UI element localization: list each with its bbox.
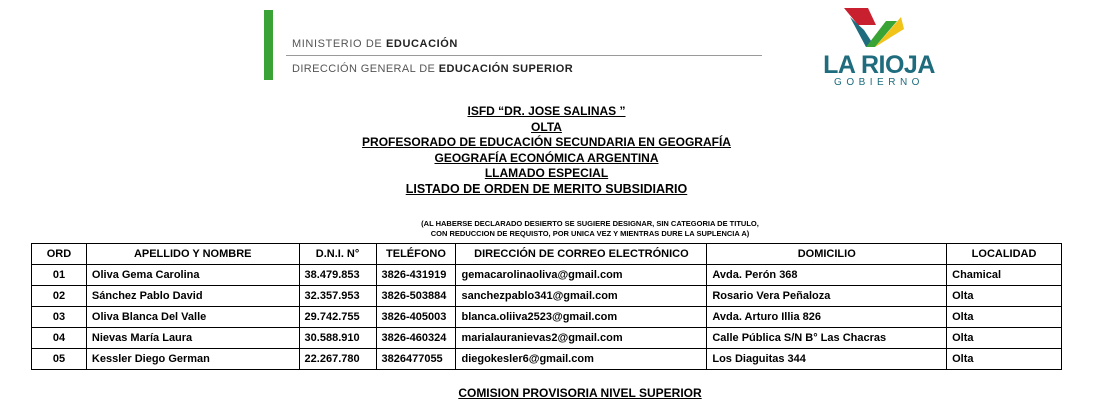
cell-locality: Olta <box>947 307 1062 328</box>
col-header-name: APELLIDO Y NOMBRE <box>86 244 299 265</box>
cell-locality: Olta <box>947 328 1062 349</box>
cell-ord: 01 <box>32 265 87 286</box>
col-header-dni: D.N.I. N° <box>299 244 376 265</box>
direction-name: DIRECCIÓN GENERAL DE EDUCACIÓN SUPERIOR <box>292 63 574 75</box>
cell-email: blanca.oliiva2523@gmail.com <box>456 307 707 328</box>
cell-locality: Olta <box>947 286 1062 307</box>
table-row <box>32 328 1062 349</box>
col-header-ord: ORD <box>32 244 87 265</box>
cell-address: Rosario Vera Peñaloza <box>707 286 947 307</box>
table-row <box>32 265 1062 286</box>
commission-signature: COMISION PROVISORIA NIVEL SUPERIOR <box>458 386 702 400</box>
cell-phone: 3826-431919 <box>376 265 456 286</box>
institute-title: ISFD “DR. JOSE SALINAS ” <box>467 104 626 118</box>
cell-dni: 29.742.755 <box>299 307 376 328</box>
cell-email: marialauranievas2@gmail.com <box>456 328 707 349</box>
cell-name: Oliva Gema Carolina <box>86 265 299 286</box>
cell-phone: 3826-405003 <box>376 307 456 328</box>
cell-ord: 05 <box>32 349 87 370</box>
logo-subtitle: GOBIERNO <box>834 77 924 88</box>
note-line-1: (AL HABERSE DECLARADO DESIERTO SE SUGIERE DESIGNAR, SIN CATEGORIA DE TITULO, <box>421 219 759 228</box>
cell-email: sanchezpablo341@gmail.com <box>456 286 707 307</box>
cell-dni: 32.357.953 <box>299 286 376 307</box>
cell-address: Los Diaguitas 344 <box>707 349 947 370</box>
table-row <box>32 349 1062 370</box>
cell-address: Avda. Arturo Illia 826 <box>707 307 947 328</box>
cell-ord: 03 <box>32 307 87 328</box>
location-title: OLTA <box>531 119 562 134</box>
call-title: LLAMADO ESPECIAL <box>484 166 609 180</box>
cell-dni: 30.588.910 <box>299 328 376 349</box>
cell-address: Avda. Perón 368 <box>707 265 947 286</box>
table-row <box>32 286 1062 307</box>
cell-phone: 3826477055 <box>376 349 456 370</box>
list-title: LISTADO DE ORDEN DE MERITO SUBSIDIARIO <box>405 181 688 196</box>
cell-ord: 02 <box>32 286 87 307</box>
cell-name: Oliva Blanca Del Valle <box>86 307 299 328</box>
cell-dni: 22.267.780 <box>299 349 376 370</box>
ministry-green-bar <box>264 10 273 80</box>
cell-email: gemacarolinaoliva@gmail.com <box>456 265 707 286</box>
ministry-name: MINISTERIO DE EDUCACIÓN <box>292 38 458 50</box>
cell-name: Sánchez Pablo David <box>86 286 299 307</box>
note-line-2: CON REDUCCION DE REQUISTO, POR UNICA VEZ Y MIENTRAS DURE LA SUPLENCIA A) <box>430 229 750 238</box>
cell-phone: 3826-503884 <box>376 286 456 307</box>
cell-phone: 3826-460324 <box>376 328 456 349</box>
subject-title: GEOGRAFÍA ECONÓMICA ARGENTINA <box>434 150 659 165</box>
cell-ord: 04 <box>32 328 87 349</box>
cell-locality: Chamical <box>947 265 1062 286</box>
table-header-row <box>32 244 1062 265</box>
logo-wordmark: LA RIOJA <box>823 51 935 79</box>
program-title: PROFESORADO DE EDUCACIÓN SECUNDARIA EN GEOGRAFÍA <box>362 135 731 149</box>
col-header-address: DOMICILIO <box>707 244 947 265</box>
header-divider <box>286 55 762 56</box>
designation-note <box>0 219 1093 239</box>
merit-list-table <box>31 243 1062 370</box>
cell-name: Kessler Diego German <box>86 349 299 370</box>
logo-red-stripe <box>844 8 876 25</box>
cell-locality: Olta <box>947 349 1062 370</box>
document-titles <box>0 104 1093 197</box>
table-row <box>32 307 1062 328</box>
cell-address: Calle Pública S/N B° Las Chacras <box>707 328 947 349</box>
col-header-email: DIRECCIÓN DE CORREO ELECTRÓNICO <box>456 244 707 265</box>
cell-dni: 38.479.853 <box>299 265 376 286</box>
col-header-locality: LOCALIDAD <box>947 244 1062 265</box>
cell-name: Nievas María Laura <box>86 328 299 349</box>
col-header-phone: TELÉFONO <box>376 244 456 265</box>
cell-email: diegokesler6@gmail.com <box>456 349 707 370</box>
